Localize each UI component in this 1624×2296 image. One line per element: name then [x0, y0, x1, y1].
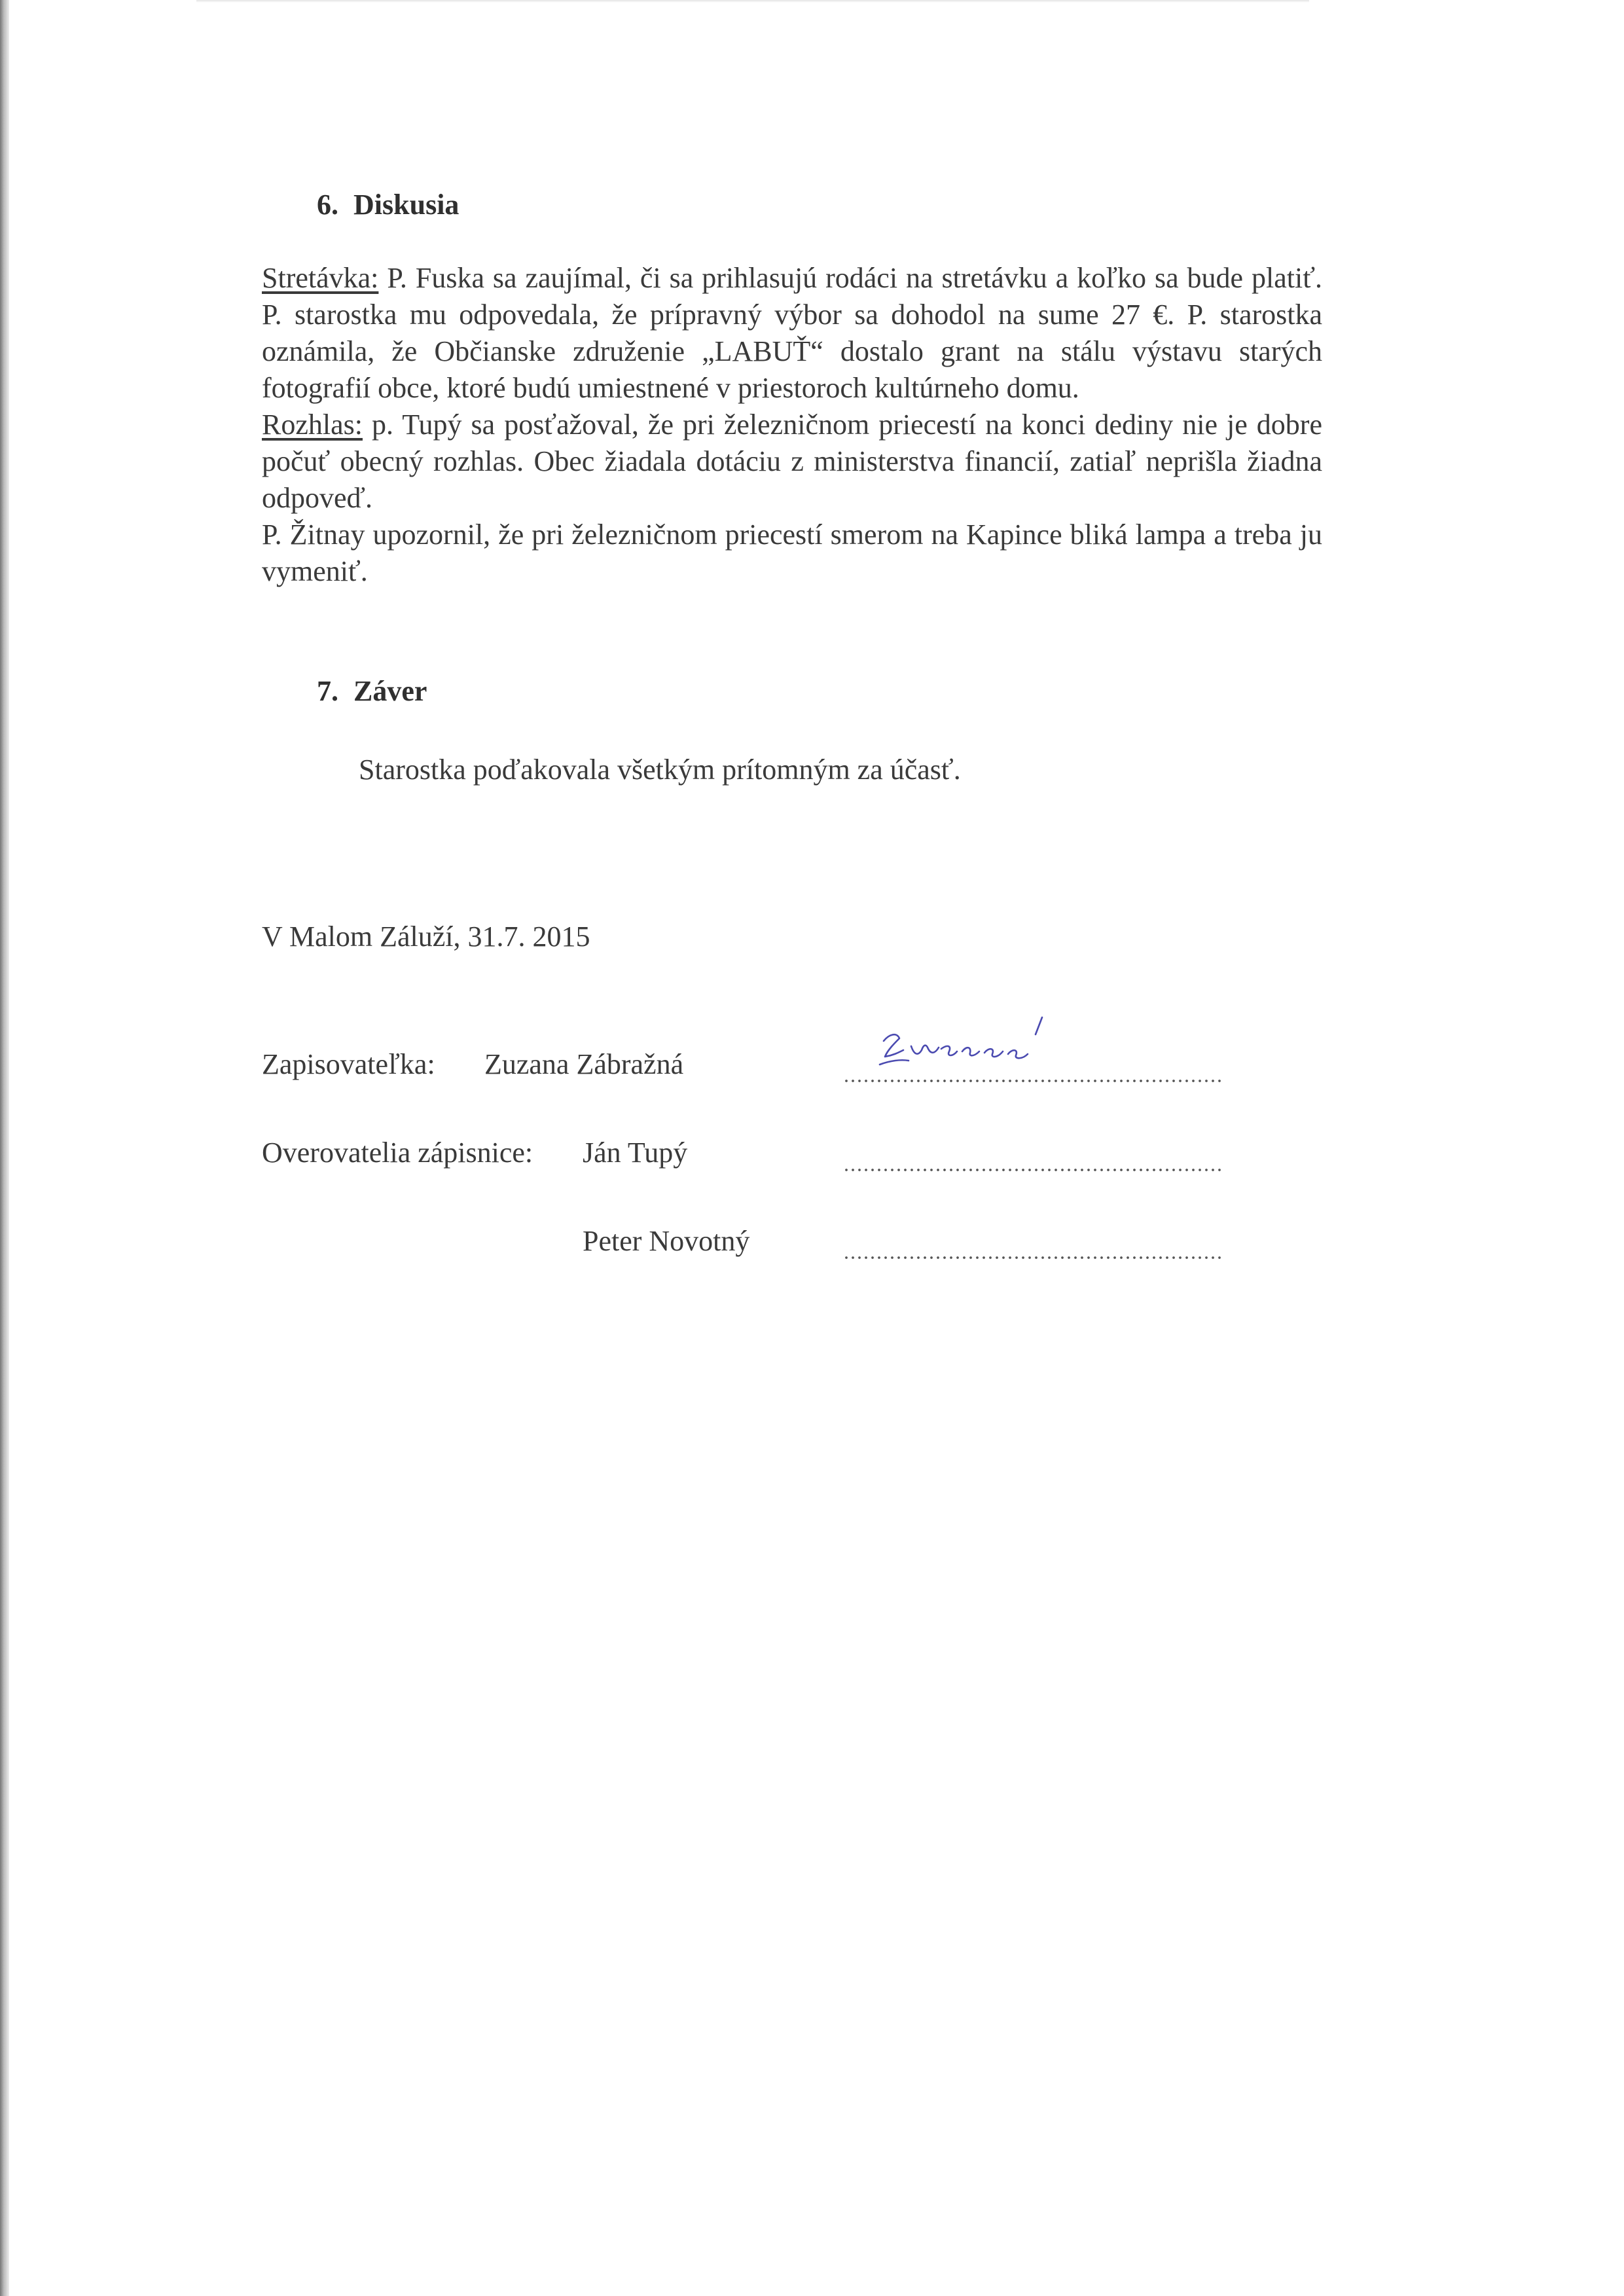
- place-date: V Malom Záluží, 31.7. 2015: [262, 920, 590, 953]
- section-number: 7.: [317, 675, 338, 707]
- paragraph-rozhlas: [262, 407, 1322, 517]
- recorder-label: Zapisovateľka:: [262, 1048, 435, 1080]
- paragraph-zitnay: [262, 517, 1322, 590]
- document-page: [262, 0, 1388, 2296]
- topic-label: Rozhlas:: [262, 409, 363, 441]
- verifier-1-signature-line: [843, 1168, 1223, 1172]
- section-title: Záver: [353, 675, 427, 707]
- scan-edge-shadow: [0, 0, 9, 2296]
- section-title: Diskusia: [353, 189, 460, 221]
- recorder-name: Zuzana Zábražná: [484, 1048, 684, 1080]
- diskusia-body: [262, 260, 1322, 590]
- verifier-2-name: Peter Novotný: [583, 1225, 750, 1257]
- recorder-signature-line: [843, 1079, 1223, 1083]
- paragraph-text: p. Tupý sa posťažoval, že pri železničnom priecestí na konci dediny nie je dobre počuť obecný rozhlas. Obec žiadala dotáciu z ministerstva financií, zatiaľ neprišla žiadna odpoveď.: [262, 409, 1322, 514]
- paragraph-text: P. Fuska sa zaujímal, či sa prihlasujú rodáci na stretávku a koľko sa bude platiť. P. starostka mu odpovedala, že prípravný výbor sa dohodol na sume 27 €. P. starostka oznámila, že Občianske združenie „LABUŤ“ dostalo grant na stálu výstavu starých fotografií obce, ktoré budú umiestnené v priestoroch kultúrneho domu.: [262, 262, 1322, 404]
- zaver-text: Starostka poďakovala všetkým prítomným za účasť.: [359, 754, 961, 786]
- paragraph-text: P. Žitnay upozornil, že pri železničnom priecestí smerom na Kapince bliká lampa a treba ju vymeniť.: [262, 519, 1322, 587]
- paragraph-stretavka: [262, 260, 1322, 407]
- handwritten-signature: [871, 1008, 1080, 1080]
- verifier-1-name: Ján Tupý: [583, 1137, 688, 1169]
- verifiers-label: Overovatelia zápisnice:: [262, 1137, 533, 1169]
- section-heading-zaver: [317, 674, 427, 708]
- section-number: 6.: [317, 189, 338, 221]
- verifier-2-signature-line: [843, 1256, 1223, 1260]
- section-heading-diskusia: [317, 188, 459, 221]
- topic-label: Stretávka:: [262, 262, 379, 294]
